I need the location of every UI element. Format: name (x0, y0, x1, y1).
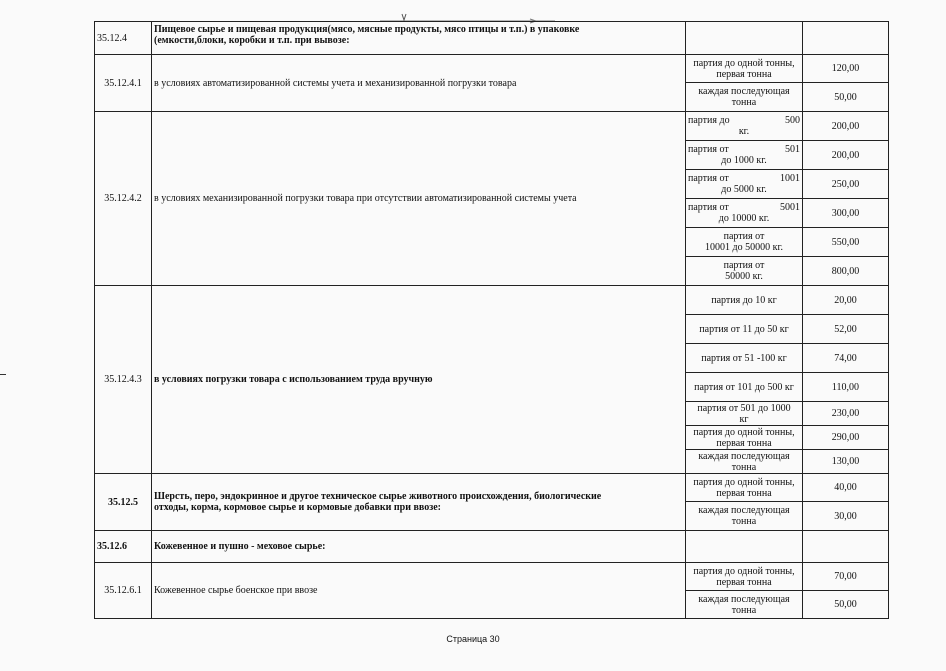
scan-edge-mark (0, 374, 6, 375)
price-value: 300,00 (803, 199, 889, 228)
batch-condition: партия от 11 до 50 кг (686, 315, 803, 344)
item-description: в условиях автоматизированной системы учета и механизированной погрузки товара (152, 55, 686, 112)
price-value: 120,00 (803, 55, 889, 83)
batch-condition: партия до 500 кг. (686, 112, 803, 141)
item-code: 35.12.4.2 (95, 112, 152, 286)
price-value: 20,00 (803, 286, 889, 315)
item-description: Кожевенное и пушно - меховое сырье: (152, 531, 686, 563)
batch-condition: партия от 5001 до 10000 кг. (686, 199, 803, 228)
item-description: в условиях погрузки товара с использованием труда вручную (152, 286, 686, 474)
price-value: 200,00 (803, 141, 889, 170)
table-row (95, 22, 889, 55)
price-value: 290,00 (803, 426, 889, 450)
batch-condition: партия до одной тонны, первая тонна (686, 563, 803, 591)
price-value: 550,00 (803, 228, 889, 257)
batch-condition: партия до одной тонны, первая тонна (686, 474, 803, 502)
batch-condition: каждая последующая тонна (686, 591, 803, 619)
page-number: Страница 30 (446, 634, 500, 644)
item-code: 35.12.4 (95, 22, 152, 55)
price-value: 74,00 (803, 344, 889, 373)
item-code: 35.12.5 (95, 474, 152, 531)
batch-condition: партия от 101 до 500 кг (686, 373, 803, 402)
price-value: 50,00 (803, 83, 889, 112)
item-code: 35.12.6 (95, 531, 152, 563)
batch-condition: партия до одной тонны, первая тонна (686, 55, 803, 83)
batch-condition: каждая последующая тонна (686, 83, 803, 112)
batch-condition: партия от 1001 до 5000 кг. (686, 170, 803, 199)
price-value: 40,00 (803, 474, 889, 502)
price-value: 130,00 (803, 450, 889, 474)
price-value: 30,00 (803, 502, 889, 531)
table-row (95, 474, 889, 502)
table-row (95, 112, 889, 141)
table-row (95, 286, 889, 315)
batch-condition: партия до 10 кг (686, 286, 803, 315)
item-code: 35.12.6.1 (95, 563, 152, 619)
batch-condition: партия от 51 -100 кг (686, 344, 803, 373)
item-code: 35.12.4.1 (95, 55, 152, 112)
price-value: 250,00 (803, 170, 889, 199)
price-value: 230,00 (803, 402, 889, 426)
table-row (95, 563, 889, 591)
item-code: 35.12.4.3 (95, 286, 152, 474)
batch-condition: каждая последующая тонна (686, 450, 803, 474)
batch-condition (686, 22, 803, 55)
price-value: 52,00 (803, 315, 889, 344)
price-value: 50,00 (803, 591, 889, 619)
price-value: 110,00 (803, 373, 889, 402)
price-value: 70,00 (803, 563, 889, 591)
batch-condition: каждая последующая тонна (686, 502, 803, 531)
item-description: Шерсть, перо, эндокринное и другое техническое сырье животного происхождения, биологические отходы, корма, кормовое сырье и кормовые добавки при ввозе: (152, 474, 686, 531)
item-description: в условиях механизированной погрузки товара при отсутствии автоматизированной системы учета (152, 112, 686, 286)
batch-condition (686, 531, 803, 563)
table-row (95, 55, 889, 83)
price-value (803, 531, 889, 563)
price-value: 800,00 (803, 257, 889, 286)
batch-condition: партия до одной тонны, первая тонна (686, 426, 803, 450)
batch-condition: партия от 501 до 1000 кг. (686, 141, 803, 170)
batch-condition: партия от 501 до 1000 кг (686, 402, 803, 426)
batch-condition: партия от 50000 кг. (686, 257, 803, 286)
table-row (95, 531, 889, 563)
tariff-table (94, 21, 889, 619)
batch-condition: партия от 10001 до 50000 кг. (686, 228, 803, 257)
item-description: Пищевое сырье и пищевая продукция(мясо, мясные продукты, мясо птицы и т.п.) в упаковке (емкости,блоки, коробки и т.п. при вывозе: (152, 22, 686, 55)
item-description: Кожевенное сырье боенское при ввозе (152, 563, 686, 619)
price-value: 200,00 (803, 112, 889, 141)
price-value (803, 22, 889, 55)
